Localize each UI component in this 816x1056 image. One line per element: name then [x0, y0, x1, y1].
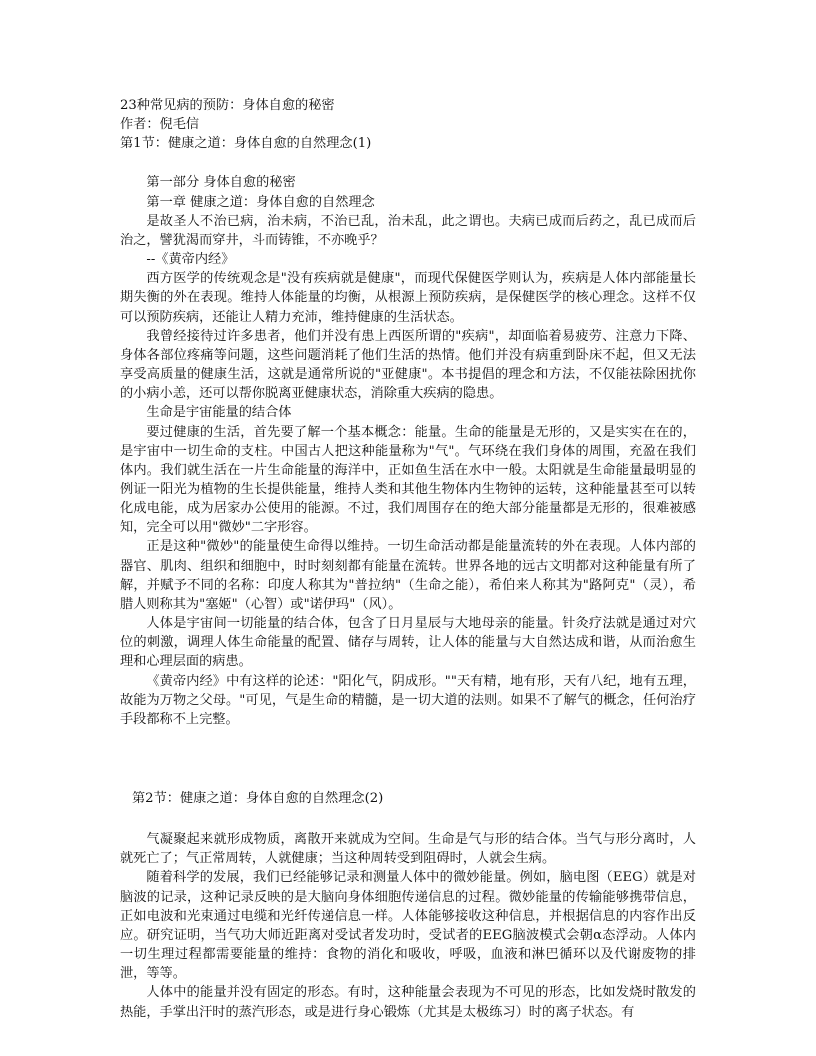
epigraph-source: --《黄帝内经》 — [146, 252, 235, 268]
subheading: 生命是宇宙能量的结合体 — [146, 405, 292, 421]
paragraph: 《黄帝内经》中有这样的论述："阳化气，阴成形。""天有精，地有形，天有八纪，地有五理，故能为万物之父母。"可见，气是生命的精髓，是一切大道的法则。如果不了解气的概念，任何治疗手段都称不上完整。 — [120, 673, 696, 727]
paragraph: 人体中的能量并没有固定的形态。有时，这种能量会表现为不可见的形态，比如发烧时散发的热能，手掌出汗时的蒸汽形态，或是进行身心锻炼（尤其是太极练习）时的离子状态。有 — [120, 985, 696, 1020]
section-2-heading: 第2节：健康之道：身体自愈的自然理念(2) — [132, 791, 384, 806]
section-1-heading: 第1节：健康之道：身体自愈的自然理念(1) — [120, 136, 372, 152]
chapter-heading: 第一章 健康之道：身体自愈的自然理念 — [146, 194, 375, 210]
paragraph: 人体是宇宙间一切能量的结合体，包含了日月星辰与大地母亲的能量。针灸疗法就是通过对穴位的刺激，调理人体生命能量的配置、储存与周转，让人体的能量与大自然达成和谐，从而治愈生理和心理层面的病患。 — [120, 616, 696, 670]
epigraph-quote: 是故圣人不治已病，治未病，不治已乱，治未乱，此之谓也。夫病已成而后药之，乱已成而后治之，譬犹渴而穿井，斗而铸锥，不亦晚乎？ — [120, 213, 696, 248]
document-body — [120, 96, 696, 1022]
paragraph: 西方医学的传统观念是"没有疾病就是健康"，而现代保健医学则认为，疾病是人体内部能量长期失衡的外在表现。维持人体能量的均衡，从根源上预防疾病，是保健医学的核心理念。这样不仅可以预防疾病，还能让人精力充沛，维持健康的生活状态。 — [120, 271, 696, 325]
paragraph: 随着科学的发展，我们已经能够记录和测量人体中的微妙能量。例如，脑电图（EEG）就是对脑波的记录，这种记录反映的是大脑向身体细胞传递信息的过程。微妙能量的传输能够携带信息，正如电波和光束通过电缆和光纤传递信息一样。人体能够接收这种信息，并根据信息的内容作出反应。研究证明，当气功大师近距离对受试者发功时，受试者的EEG脑波模式会朝α态浮动。人体内一切生理过程都需要能量的维持：食物的消化和吸收，呼吸，血液和淋巴循环以及代谢废物的排泄，等等。 — [120, 870, 696, 982]
paragraph: 正是这种"微妙"的能量使生命得以维持。一切生命活动都是能量流转的外在表现。人体内部的器官、肌肉、组织和细胞中，时时刻刻都有能量在流转。世界各地的远古文明都对这种能量有所了解，并赋予不同的名称：印度人称其为"普拉纳"（生命之能），希伯来人称其为"路阿克"（灵），希腊人则称其为"塞姬"（心智）或"诺伊玛"（风）。 — [120, 539, 696, 612]
paragraph: 要过健康的生活，首先要了解一个基本概念：能量。生命的能量是无形的，又是实实在在的，是宇宙中一切生命的支柱。中国古人把这种能量称为"气"。气环绕在我们身体的周围，充盈在我们体内。我们就生活在一片生命能量的海洋中，正如鱼生活在水中一般。太阳就是生命能量最明显的例证一阳光为植物的生长提供能量，维持人类和其他生物体内生物钟的运转，这种能量甚至可以转化成电能，成为居家办公使用的能源。不过，我们周围存在的绝大部分能量都是无形的，很难被感知，完全可以用"微妙"二字形容。 — [120, 424, 696, 536]
part-heading: 第一部分 身体自愈的秘密 — [146, 175, 296, 191]
book-author: 作者：倪毛信 — [120, 117, 200, 133]
paragraph: 我曾经接待过许多患者，他们并没有患上西医所谓的"疾病"，却面临着易疲劳、注意力下降、身体各部位疼痛等问题，这些问题消耗了他们生活的热情。他们并没有病重到卧床不起，但又无法享受高质量的健康生活，这就是通常所说的"亚健康"。本书提倡的理念和方法，不仅能祛除困扰你的小病小恙，还可以帮你脱离亚健康状态，消除重大疾病的隐患。 — [120, 328, 696, 402]
paragraph: 气凝聚起来就形成物质，离散开来就成为空间。生命是气与形的结合体。当气与形分离时，人就死亡了；气正常周转，人就健康；当这种周转受到阻碍时，人就会生病。 — [120, 832, 696, 867]
book-title: 23种常见病的预防：身体自愈的秘密 — [120, 98, 335, 113]
